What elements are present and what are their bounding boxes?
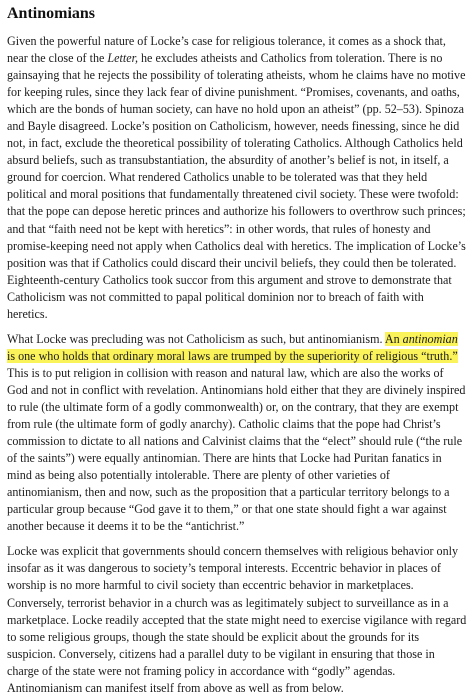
paragraph-3: Locke was explicit that governments should concern themselves with religious behavior only insofar as it was dangerous to society’s temporal interests. Eccentric behavior in places of worship is no more harmful to civil society than eccentric behavior in marketplaces. Conversely, terrorist behavior in a church was as legitimately subject to surveillance as in a marketplace. Locke readily accepted that the state might need to exercise vigilance with regard to some religious groups, though the state should be explicit about the grounds for its suspicion. Conversely, citizens had a parallel duty to be vigilant in ensuring that those in charge of the state were not framing policy in accordance with “godly” agendas. Antinomianism can manifest itself from above as well as from below. xyxy=(7,544,467,695)
letter-title-italic: Letter, xyxy=(107,51,138,66)
paragraph-1 xyxy=(7,33,467,323)
highlight-text-b: is one who holds that ordinary moral laws are trumped by the superiority of religious “truth.” xyxy=(7,348,458,363)
paragraph-1-text-b: he excludes atheists and Catholics from toleration. There is no gainsaying that he rejects the possibility of tolerating atheists, whom he claims have no motive for keeping rules, since they lack fear of divine punishment. “Promises, covenants, and oaths, which are the bonds of human society, can have no hold upon an atheist” (pp. 52–53). Spinoza and Bayle disagreed. Locke’s position on Catholicism, however, needs finessing, since he did not, in fact, exclude the theoretical possibility of tolerating Catholics. Although Catholics held absurd beliefs, such as transubstantiation, the absurdity of another’s belief is not, in itself, a ground for coercion. What rendered Catholics unable to be tolerated was that they held political and moral positions that fundamentally threatened civil society. These were twofold: that the pope can depose heretic princes and authorize his followers to overthrow such princes; and that “faith need not be kept with heretics”: in other words, that rules of honesty and promise-keeping need not apply when Catholics deal with heretics. The implication of Locke’s position was that if Catholics could discard their uncivil beliefs, they could then be tolerated. Eighteenth-century Catholics took succor from this argument and strove to demonstrate that Catholicism was not committed to papal political dominion nor to breach of faith with heretics. xyxy=(7,51,466,321)
paragraph-2 xyxy=(7,331,467,536)
highlight-text-a: An xyxy=(384,331,403,346)
paragraph-2-text-a: What Locke was precluding was not Catholicism as such, but antinomianism. xyxy=(7,331,385,346)
paragraph-1-text-a: Given the powerful nature of Locke’s case for religious tolerance, it comes as a shock that, near the close of the xyxy=(7,34,446,66)
section-heading: Antinomians xyxy=(7,5,96,22)
antinomian-term-italic: antinomian xyxy=(402,331,458,346)
paragraph-2-text-b: This is to put religion in collision with reason and natural law, which are also the works of God and not in conflict with revelation. Antinomians hold either that they are divinely inspired to rule (the ultimate form of a godly commonwealth) or, on the contrary, that they are exempt from rule (the ultimate form of godly anarchy). Catholic claims that the pope had Christ’s commission to dictate to all nations and Calvinist claims that the “elect” should rule (“the rule of the saints”) were equally antinomian. There are hints that Locke had Puritan fanatics in mind as being also potentially intolerable. There are plenty of other varieties of antinomianism, then and now, such as the proposition that a particular territory belongs to a particular group because “God gave it to them,” or that one state should fight a war against another because it deems it to be the “antichrist.” xyxy=(7,365,466,534)
